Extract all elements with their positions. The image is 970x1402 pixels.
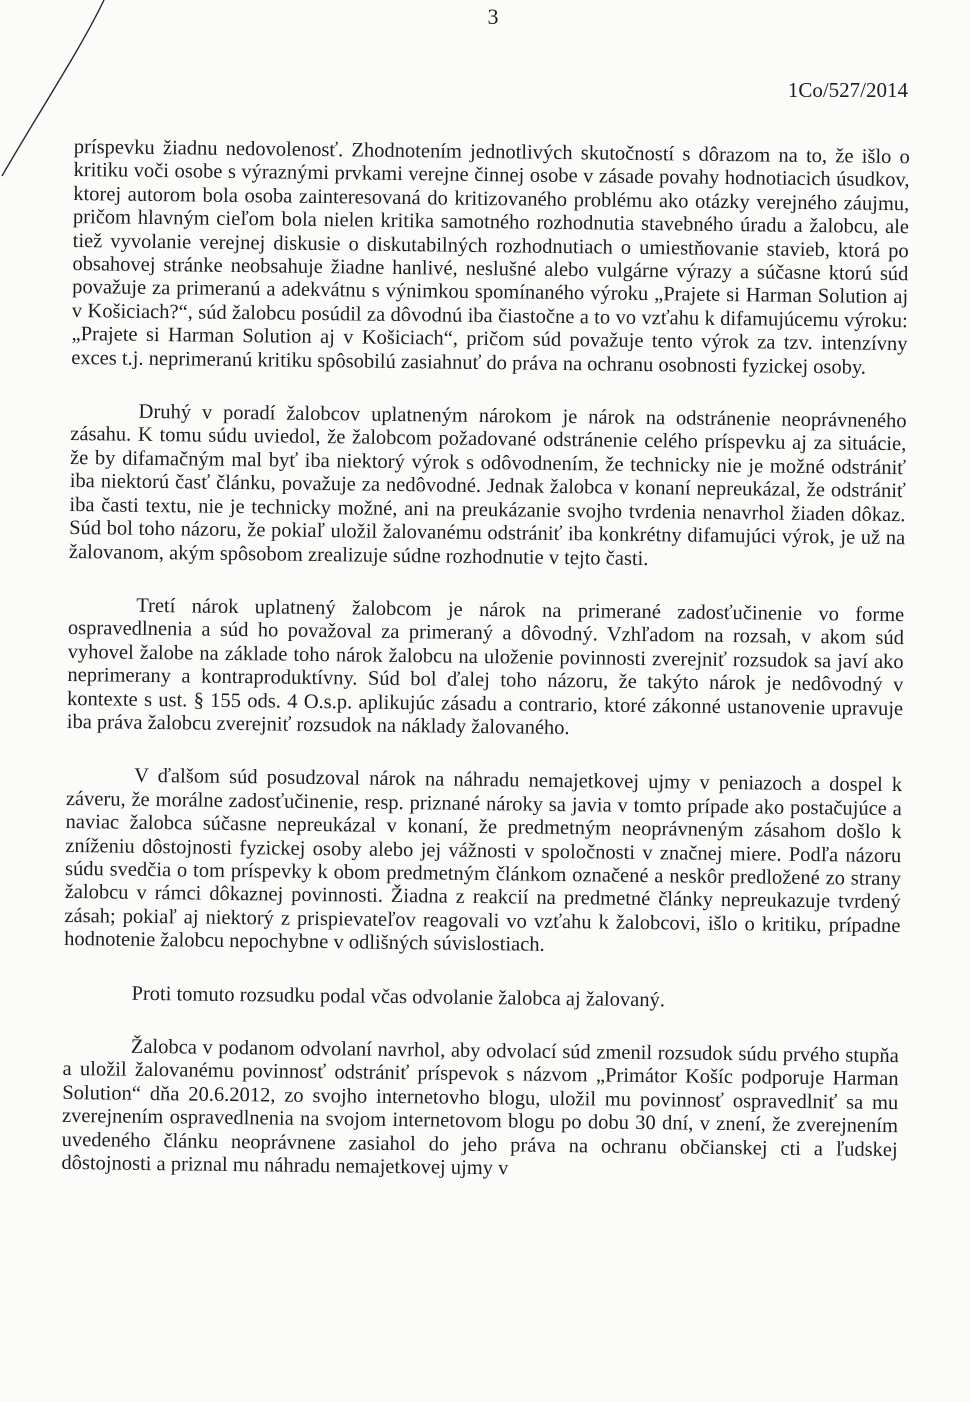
paragraph-plaintiff-appeal: Žalobca v podanom odvolaní navrhol, aby odvolací súd zmenil rozsudok súdu prvého stupňa a uložil žalovanému povinnosť odstrániť príspevok s názvom „Primátor Košíc podporuje Harman Solution“ dňa 20.6.2012, zo svojho internetovho blogu, uložil mu povinnosť ospravedlniť sa mu zverejnením ospravedlnenia na svojom internetovom blogu po dobu 30 dní, v znení, že zverejnením uvedeného článku neoprávnene zasiahol do jeho práva na ochranu občianskej cti a ľudskej dôstojnosti a priznal mu náhradu nemajetkovej ujmy v: [61, 1035, 899, 1180]
paragraph-appeal: Proti tomuto rozsudku podal včas odvolanie žalobca aj žalovaný.: [131, 982, 666, 1011]
paragraph-second-claim: Druhý v poradí žalobcov uplatneným nárokom je nárok na odstránenie neoprávneného zásahu. K tomu súdu uviedol, že žalobcom požadované odstránenie celého príspevku aj za situácie, že by difamačným mal byť iba niektorý výrok s odôvodnením, že technicky nie je možné odstrániť iba niektorú časť článku, považuje za nedôvodné. Jednak žalobca v konaní nepreukázal, že odstrániť iba časti textu, nie je technicky možné, ani na preukázanie svojho tvrdenia nenavrhol žiaden dôkaz. Súd bol toho názoru, že pokiaľ uložil žalovanému odstrániť iba konkrétny difamujúci výrok, je už na žalovanom, akým spôsobom zrealizuje súdne rozhodnutie v tejto časti.: [68, 400, 907, 570]
paragraph-nonmaterial-damage: V ďalšom súd posudzoval nárok na náhradu nemajetkovej ujmy v peniazoch a dospel k záveru, že morálne zadosťučinenie, resp. priznané nároky sa javia v tomto prípade ako postačujúce a naviac žalobca súčasne nepreukázal v konaní, že predmetným neoprávneným zásahom došlo k zníženiu dôstojnosti fyzickej osoby alebo jej vážnosti v spoločnosti v značnej miere. Podľa názoru súdu svedčia o tom príspevky k obom predmetným článkom označené a neskôr predložené zo strany žalobcu v rámci dôkaznej povinnosti. Žiadna z reakcií na predmetné články nepreukazuje tvrdený zásah; pokiaľ aj niektorý z prispievateľov reagovali vo vzťahu k žalobcovi, išlo o kritiku, prípadne hodnotenie žalobcu nepochybne v odlišných súvislostiach.: [64, 765, 903, 956]
page-number: 3: [487, 4, 499, 29]
paragraph-continuation: príspevku žiadnu nedovolenosť. Zhodnotením jednotlivých skutočností s dôrazom na to, že išlo o kritiku voči osobe s výraznými prvkami verejne činnej osobe v zásade povahy hodnotiacich úsudkov, ktorej autorom bola osoba zainteresovaná do kritizovaného problému ako otázky verejného záujmu, pričom hlavným cieľom bola nielen kritika samotného rozhodnutia stavebného úradu a žalobcu, ale tiež vyvolanie verejnej diskusie o diskutabilných rozhodnutiach o umiestňovanie stavieb, ktorá po obsahovej stránke neobsahuje žiadne hanlivé, neslušné alebo vulgárne výrazy a súčasne ktorú súd považuje za primeranú a adekvátnu s výnimkou spomínaného výroku „Prajete si Harman Solution aj v Košiciach?“, súd žalobcu posúdil za dôvodnú iba čiastočne a to vo vzťahu k difamujúcemu výroku: „Prajete si Harman Solution aj v Košiciach“, pričom súd považuje tento výrok za tzv. intenzívny exces t.j. neprimeranú kritiku spôsobilú zasiahnuť do práva na ochranu osobnosti fyzickej osoby.: [71, 136, 910, 379]
file-number: 1Co/527/2014: [787, 78, 908, 102]
paragraph-third-claim: Tretí nárok uplatnený žalobcom je nárok na primerané zadosťučinenie vo forme ospravedlnenia a súd ho považoval za primeraný a dôvodný. Vzhľadom na rozsah, v akom súd vyhovel žalobe na základe toho nárok žalobcu na uloženie povinnosti zverejniť rozsudok sa javí ako neprimerany a kontraproduktívny. Súd bol ďalej toho názoru, že takýto nárok je nedôvodný v kontexte s ust. § 155 ods. 4 O.s.p. aplikujúc zásadu a contrario, ktoré zákonné ustanovenie upravuje iba práva žalobcu zverejniť rozsudok na náklady žalovaného.: [66, 594, 905, 740]
document-body: [61, 136, 910, 1214]
